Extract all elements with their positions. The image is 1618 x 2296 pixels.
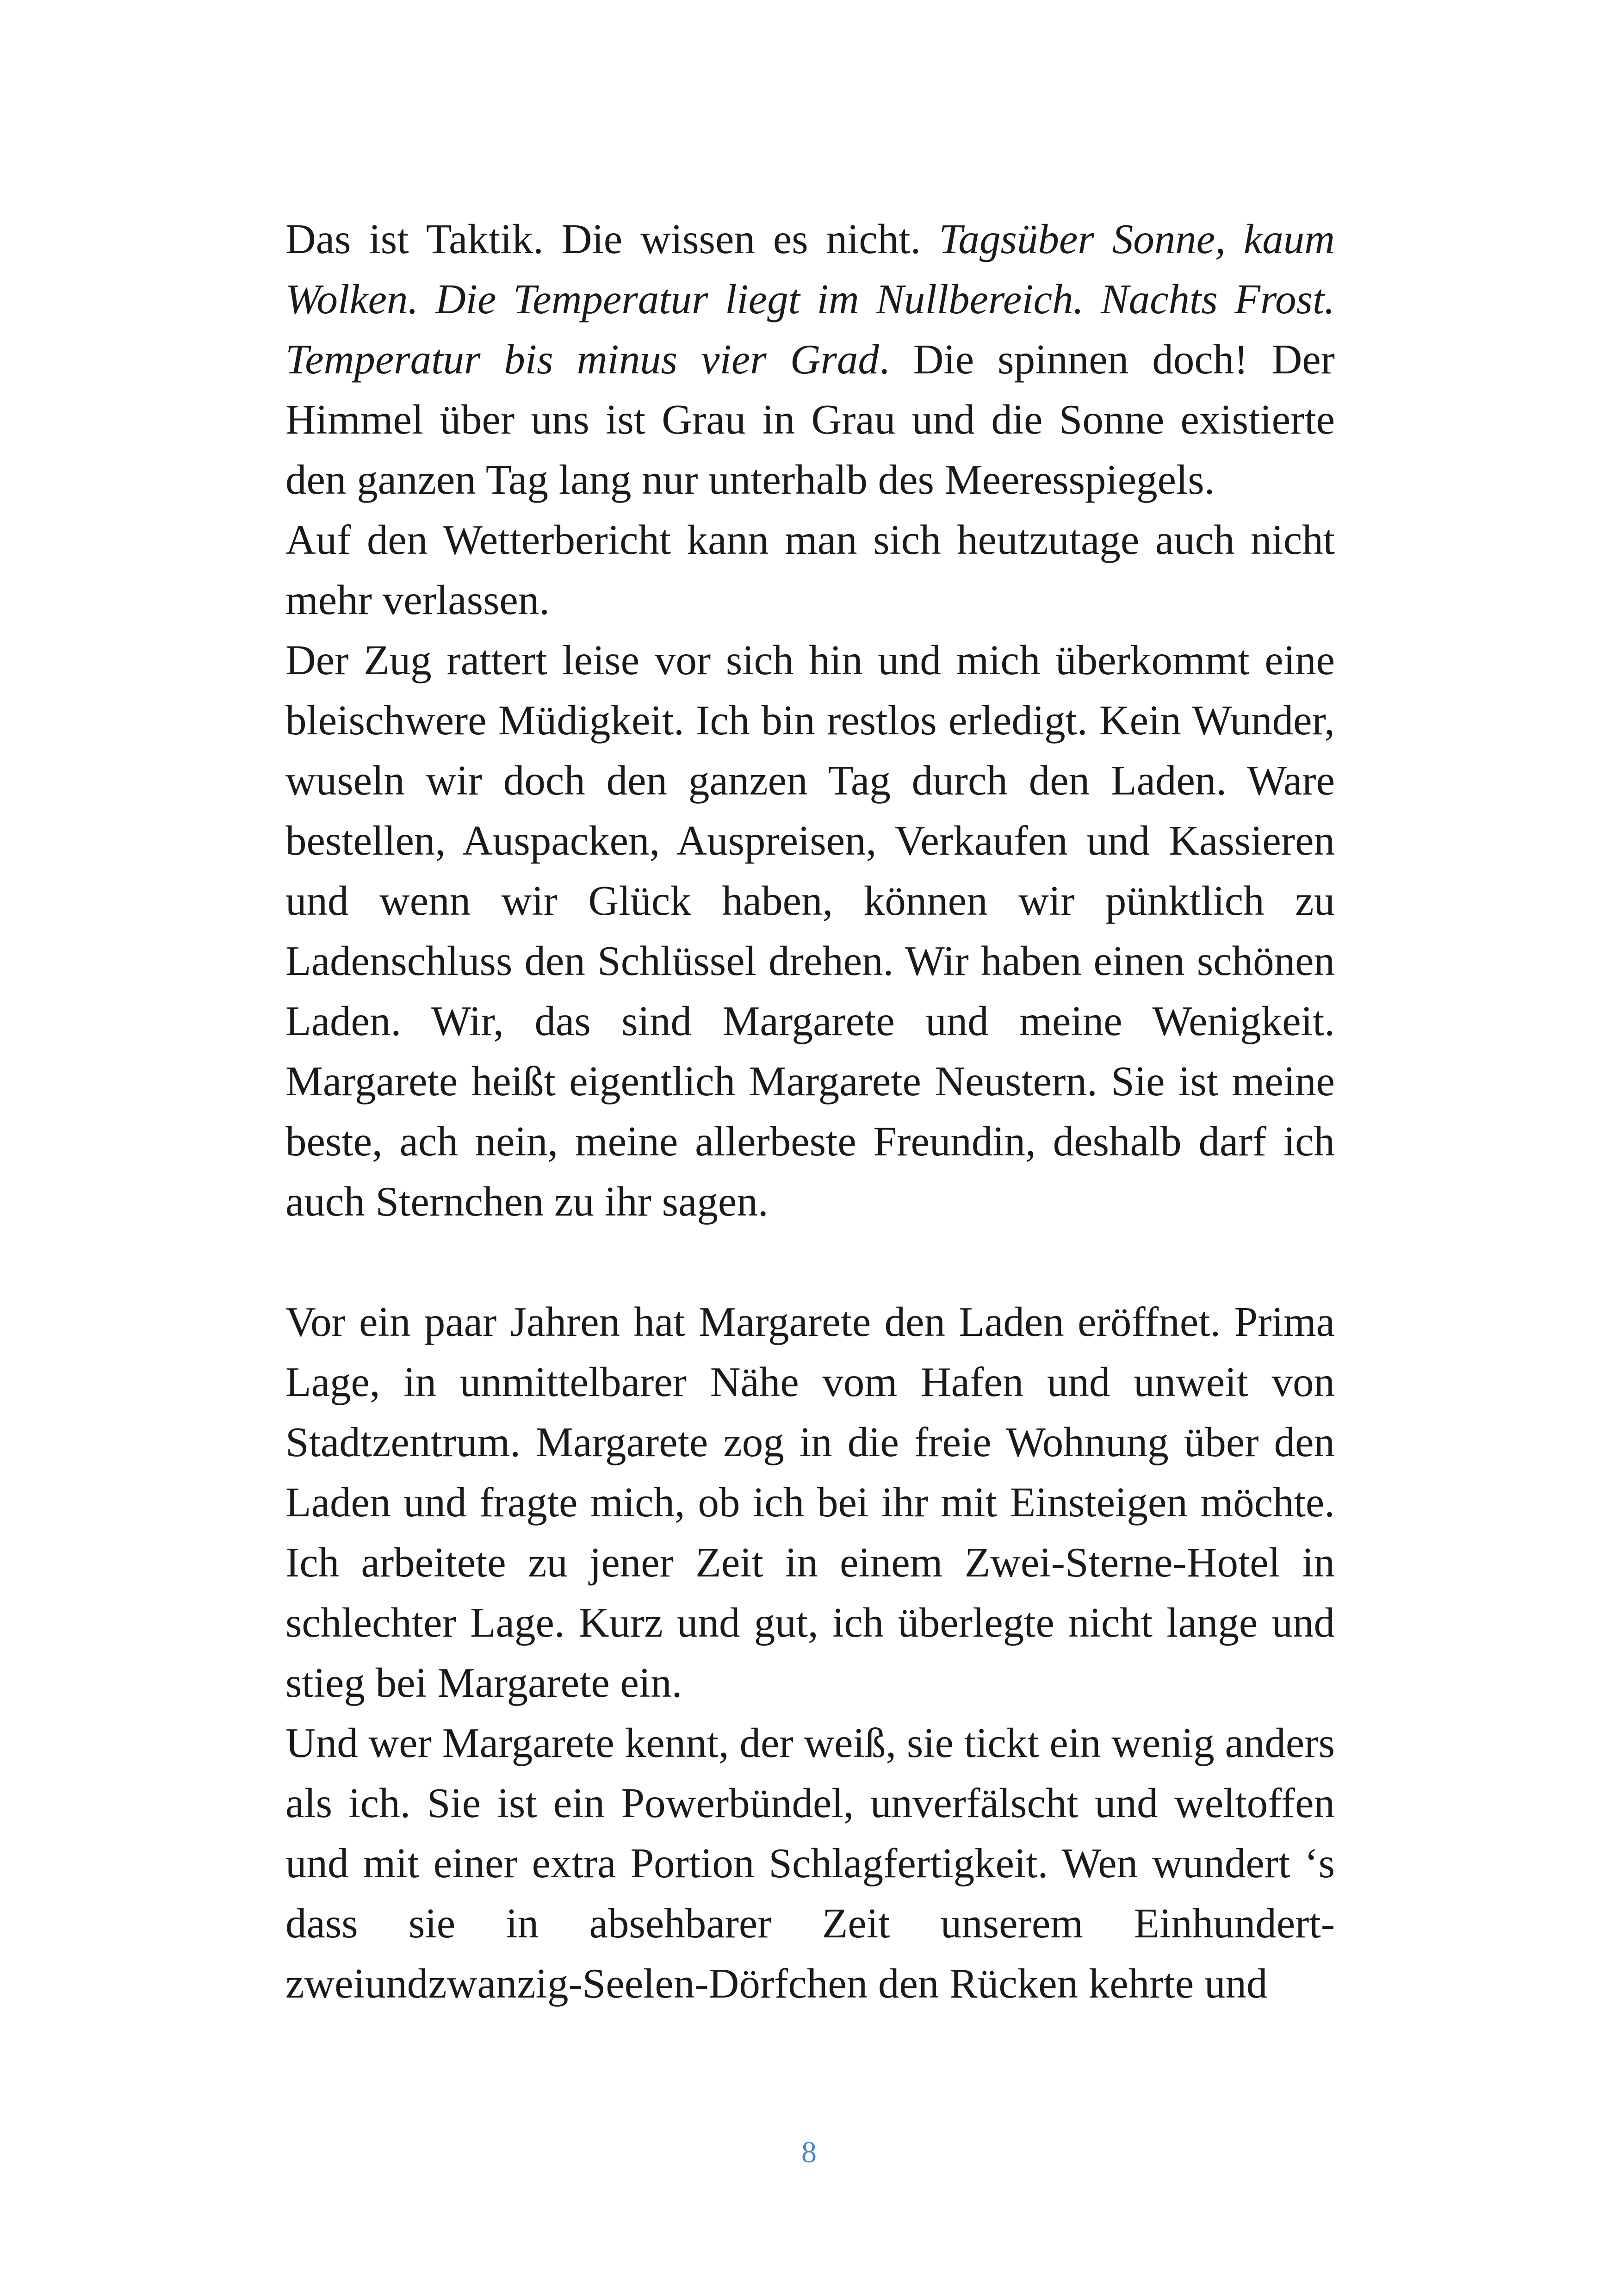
body-text <box>285 209 1335 2014</box>
paragraph-4-text: Vor ein paar Jahren hat Margarete den Laden eröffnet. Prima Lage, in unmittelbarer Nähe vom Hafen und unweit von Stadtzentrum. Margarete zog in die freie Wohnung über den Laden und fragte mich, ob ich bei ihr mit Einsteigen möchte. Ich arbeitete zu jener Zeit in einem Zwei-Sterne-Hotel in schlechter Lage. Kurz und gut, ich überlegte nicht lange und stieg bei Margarete ein. <box>285 1298 1335 1706</box>
paragraph-2 <box>285 510 1335 630</box>
paragraph-4 <box>285 1292 1335 1713</box>
paragraph-3-text: Der Zug rattert leise vor sich hin und mich überkommt eine bleischwere Müdigkeit. Ich bin restlos erledigt. Kein Wunder, wuseln wir doch den ganzen Tag durch den Laden. Ware bestellen, Auspacken, Auspreisen, Verkaufen und Kassieren und wenn wir Glück haben, können wir pünktlich zu Ladenschluss den Schlüssel drehen. Wir haben einen schönen Laden. Wir, das sind Margarete und meine Wenigkeit. Margarete heißt eigentlich Margarete Neustern. Sie ist meine beste, ach nein, meine allerbeste Freundin, deshalb darf ich auch Sternchen zu ihr sagen. <box>285 637 1335 1225</box>
paragraph-2-text: Auf den Wetterbericht kann man sich heutzutage auch nicht mehr verlassen. <box>285 516 1335 623</box>
paragraph-1-text-a: Das ist Taktik. Die wissen es nicht. <box>285 216 939 262</box>
paragraph-5-text: Und wer Margarete kennt, der weiß, sie tickt ein wenig anders als ich. Sie ist ein Powerbündel, unverfälscht und weltoffen und mit einer extra Portion Schlagfertigkeit. Wen wundert ‘s dass sie in absehbarer Zeit unserem Einhundertzweiundzwanzig-Seelen-Dörfchen den Rücken kehrte und <box>285 1719 1335 2007</box>
paragraph-1-text-b: . Die spinnen doch! Der Himmel über uns ist Grau in Grau und die Sonne existierte den ganzen Tag lang nur unterhalb des Meeresspiegels. <box>285 336 1335 503</box>
paragraph-1 <box>285 209 1335 510</box>
paragraph-1-weather-report-italic: Tagsüber Sonne, kaum Wolken. Die Temperatur liegt im Nullbereich. Nachts Frost. Temperatur bis minus vier Grad <box>285 216 1335 383</box>
paragraph-3 <box>285 630 1335 1232</box>
page-number: 8 <box>801 2135 817 2169</box>
paragraph-5 <box>285 1713 1335 2014</box>
